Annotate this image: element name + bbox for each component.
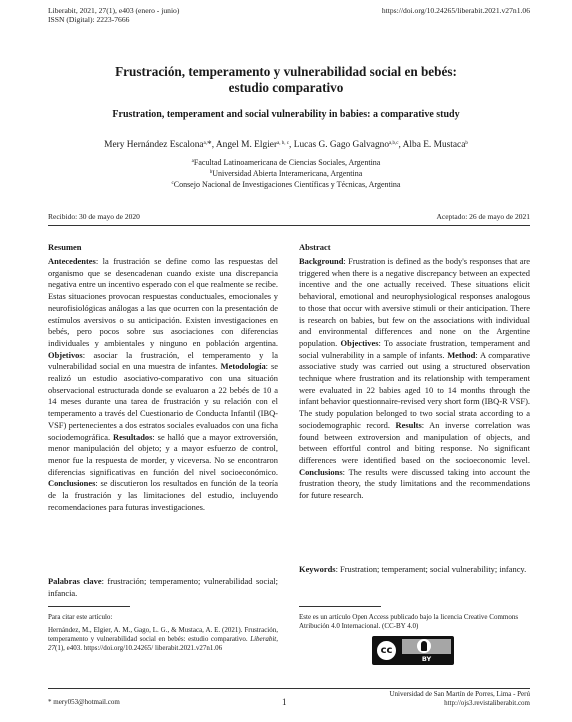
cc-by-label: BY <box>421 655 432 663</box>
citation-label: Para citar este artículo: <box>48 613 113 621</box>
affiliation-item <box>40 179 532 190</box>
keywords-text: : Frustration; temperament; social vulnerability; infancy. <box>335 564 527 574</box>
author-name: Mery Hernández Escalona <box>104 140 204 150</box>
antecedentes-label: Antecedentes <box>48 256 96 266</box>
author-name: Angel M. Elgier <box>215 140 278 150</box>
english-title: Frustration, temperament and social vulnerability in babies: a comparative study <box>112 109 460 120</box>
affiliation-superscript: a <box>191 159 194 164</box>
attribution-person-icon <box>417 639 431 653</box>
accepted-date: Aceptado: 26 de mayo de 2021 <box>436 212 530 221</box>
citation-part1: Hernández, M., Elgier, A. M., Gago, L. G., & Mustaca, A. E. (2021). Frustración, temperamento y vulnerabilidad social en bebés: estudio comparativo. <box>48 626 278 643</box>
author-superscript: a, <box>203 141 208 146</box>
divider-footer <box>48 688 530 689</box>
metodologia-text: : se realizó un estudio asociativo-comparativo con una situación observacional estructurada donde se evaluaron a 22 bebés de 10 a 14 meses durante una tarea de frustración y su relación con el temperamento a través del Cuestionario de Conducta Infantil (IBQ-VSF) pertenecientes a dos estratos sociales evaluados con una ficha sociodemográfica. <box>48 361 278 442</box>
divider-top <box>48 225 530 226</box>
author-separator: , <box>398 140 403 150</box>
cc-logo-icon: cc <box>375 639 398 662</box>
objetivos-label: Objetivos <box>48 349 83 360</box>
resultados-label: Resultados <box>113 431 153 442</box>
resultados-text: : se halló que a mayor extroversión, menor manipulación del objeto; y a mayor esfuerzo de control, menor fue la respuesta de morder, y viceversa. No se encontraron diferencias significativas en función del nivel socioeconómico. <box>48 431 278 477</box>
journal-site-link[interactable]: http://ojs3.revistaliberabit.com <box>444 699 530 707</box>
author-name: Lucas G. Gago Galvagno <box>293 140 390 150</box>
citation-journal: Liberabit, 27 <box>48 635 278 652</box>
footer-right <box>389 690 530 708</box>
affiliation-text: Facultad Latinoamericana de Ciencias Sociales, Argentina <box>193 158 381 167</box>
issn-line: ISSN (Digital): 2223-7666 <box>48 15 130 24</box>
doi-link[interactable]: https://doi.org/10.24265/liberabit.2021.v27n1.06 <box>381 6 530 15</box>
author-separator: *, <box>207 140 216 150</box>
citation-rule <box>48 606 130 607</box>
license-rule <box>299 606 381 607</box>
palabras-clave-label: Palabras clave <box>48 576 102 586</box>
background-label: Background <box>299 256 344 266</box>
spanish-title-line2: estudio comparativo <box>228 80 344 95</box>
journal-header <box>48 6 179 24</box>
objectives-text: : To associate frustration, temperament and social vulnerability in a sample of infants. <box>299 337 530 360</box>
license-text: Este es un artículo Open Access publicado bajo la licencia Creative Commons Atribución 4.0 Internacional. (CC-BY 4.0) <box>299 613 519 630</box>
conclusiones-text: : se discutieron los resultados en función de la teoría de la frustración y las limitaciones del estudio, incluyendo recomendaciones para futuras investigaciones. <box>48 478 278 512</box>
author-email[interactable]: * mery053@hotmail.com <box>48 698 120 706</box>
affiliation-text: Consejo Nacional de Investigaciones Científicas y Técnicas, Argentina <box>173 180 401 189</box>
citation-text <box>48 626 278 653</box>
spanish-title <box>40 64 532 96</box>
affiliation-superscript: b <box>209 170 213 175</box>
author-separator: , <box>289 140 294 150</box>
resumen-heading: Resumen <box>48 242 82 252</box>
method-label: Method <box>447 349 476 360</box>
author-name: Alba E. Mustaca <box>402 140 466 150</box>
affiliation-text: Universidad Abierta Interamericana, Argentina <box>212 169 363 178</box>
abstract-heading: Abstract <box>299 242 331 252</box>
method-text: : A comparative associative study was carried out using a structured observation technique where frustration and its relationship with temperament were evaluated in 22 babies aged 10 to 14 months through the infant behavior questionnaire-revised very short form (IBQ-R VSF). The study population belonged to two social strata according to a sociodemographic record. <box>299 349 531 430</box>
resumen-body <box>48 256 278 513</box>
conclusions-label: Conclusions <box>299 466 343 477</box>
background-text: : Frustration is defined as the body's responses that are triggered when there is a negative discrepancy between an expected incentive and the one actually received. These situations elicit behavioral, emotional and neurophysiological responses analogous to those that occur with aversive stimuli or their anticipation. There is research on babies, but few on the associations with individual and environmental differences and none on the Argentine population. <box>299 256 530 348</box>
affiliation-superscript: c <box>171 181 174 186</box>
affiliations <box>40 157 532 190</box>
objetivos-text: : asociar la frustración, el temperamento y la vulnerabilidad social en una muestra de infantes. <box>48 349 278 372</box>
author-superscript: b <box>465 141 468 146</box>
citation-part2: (1), e403. https://doi.org/10.24265/ liberabit.2021.v27n1.06 <box>55 644 223 652</box>
results-label: Results <box>395 419 422 430</box>
page-number: 1 <box>282 697 287 707</box>
conclusiones-label: Conclusiones <box>48 478 96 489</box>
author-superscript: a, b, c <box>277 141 290 146</box>
affiliation-item <box>40 168 532 179</box>
keywords-label: Keywords <box>299 564 336 574</box>
abstract-body <box>299 256 530 502</box>
cc-by-badge[interactable] <box>372 636 454 665</box>
palabras-clave-text: : frustración; temperamento; vulnerabilidad social; infancia. <box>48 576 278 598</box>
spanish-title-line1: Frustración, temperamento y vulnerabilidad social en bebés: <box>115 64 457 79</box>
abstract-keywords <box>299 564 530 576</box>
resumen-keywords <box>48 576 278 599</box>
journal-citation-line: Liberabit, 2021, 27(1), e403 (enero - junio) <box>48 6 180 15</box>
author-list <box>40 139 532 151</box>
author-superscript: a,b,c <box>389 141 399 146</box>
antecedentes-text: : la frustración se define como las respuestas del organismo que se desencadenan cuando existe una discrepancia negativa entre un incentivo esperado con el que realmente se recibe. Estas situaciones provocan respuestas conductuales, emocionales y neurofisiológicas análogas a las que ocurren con la presentación de estímulos aversivos o su anticipación. Existen investigaciones en bebés, pero pocos sobre sus asociaciones con diferencias individuales y ambientales y ninguno en población argentina. <box>48 256 278 348</box>
affiliation-item <box>40 157 532 168</box>
conclusions-text: : The results were discussed taking into account the frustration theory, the study limitations and the recommendations for future research. <box>299 466 530 501</box>
university-name: Universidad de San Martín de Porres, Lima - Perú <box>389 690 530 698</box>
received-date: Recibido: 30 de mayo de 2020 <box>48 212 140 221</box>
objectives-label: Objectives <box>340 337 379 348</box>
metodologia-label: Metodología <box>220 361 266 372</box>
results-text: : An inverse correlation was found between extroversion and manipulation of objects, and between effortful control and biting response. No significant differences were identified based on the socioeconomic level. <box>299 419 530 465</box>
